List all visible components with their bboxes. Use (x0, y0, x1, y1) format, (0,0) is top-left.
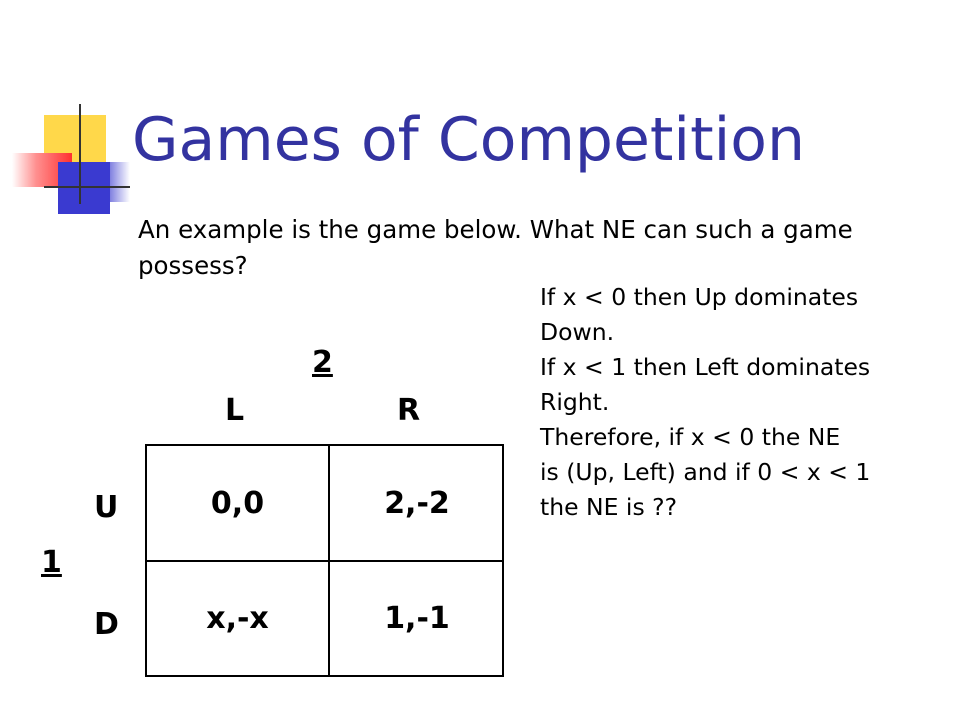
intro-text: An example is the game below. What NE can such a game possess? (138, 215, 853, 280)
side-note-line: is (Up, Left) and if 0 < x < 1 (540, 458, 871, 486)
side-note-line: the NE is ?? (540, 493, 678, 521)
slide-title: Games of Competition (132, 105, 806, 175)
player-2-label: 2 (312, 345, 333, 380)
decor-vertical-line (79, 104, 81, 204)
side-note-line: Down. (540, 318, 615, 346)
column-label-left: L (225, 393, 245, 428)
side-note-line: If x < 0 then Up dominates (540, 283, 859, 311)
row-label-down: D (94, 607, 119, 642)
decor-blue-fade (110, 162, 130, 202)
decor-horizontal-line (44, 186, 130, 188)
payoff-cell-up-left: 0,0 (210, 485, 265, 521)
payoff-cell-down-left: x,-x (206, 601, 269, 636)
side-note-line: Therefore, if x < 0 the NE (540, 423, 841, 451)
side-notes (540, 280, 960, 525)
payoff-matrix (145, 444, 504, 677)
side-note-line: Right. (540, 388, 610, 416)
player-1-label: 1 (41, 545, 62, 580)
row-label-up: U (94, 490, 119, 525)
decor-blue-square (58, 162, 110, 214)
payoff-cell-up-right: 2,-2 (384, 485, 450, 521)
side-note-line: If x < 1 then Left dominates (540, 353, 871, 381)
column-label-right: R (397, 393, 421, 428)
payoff-cell-down-right: 1,-1 (384, 601, 450, 636)
